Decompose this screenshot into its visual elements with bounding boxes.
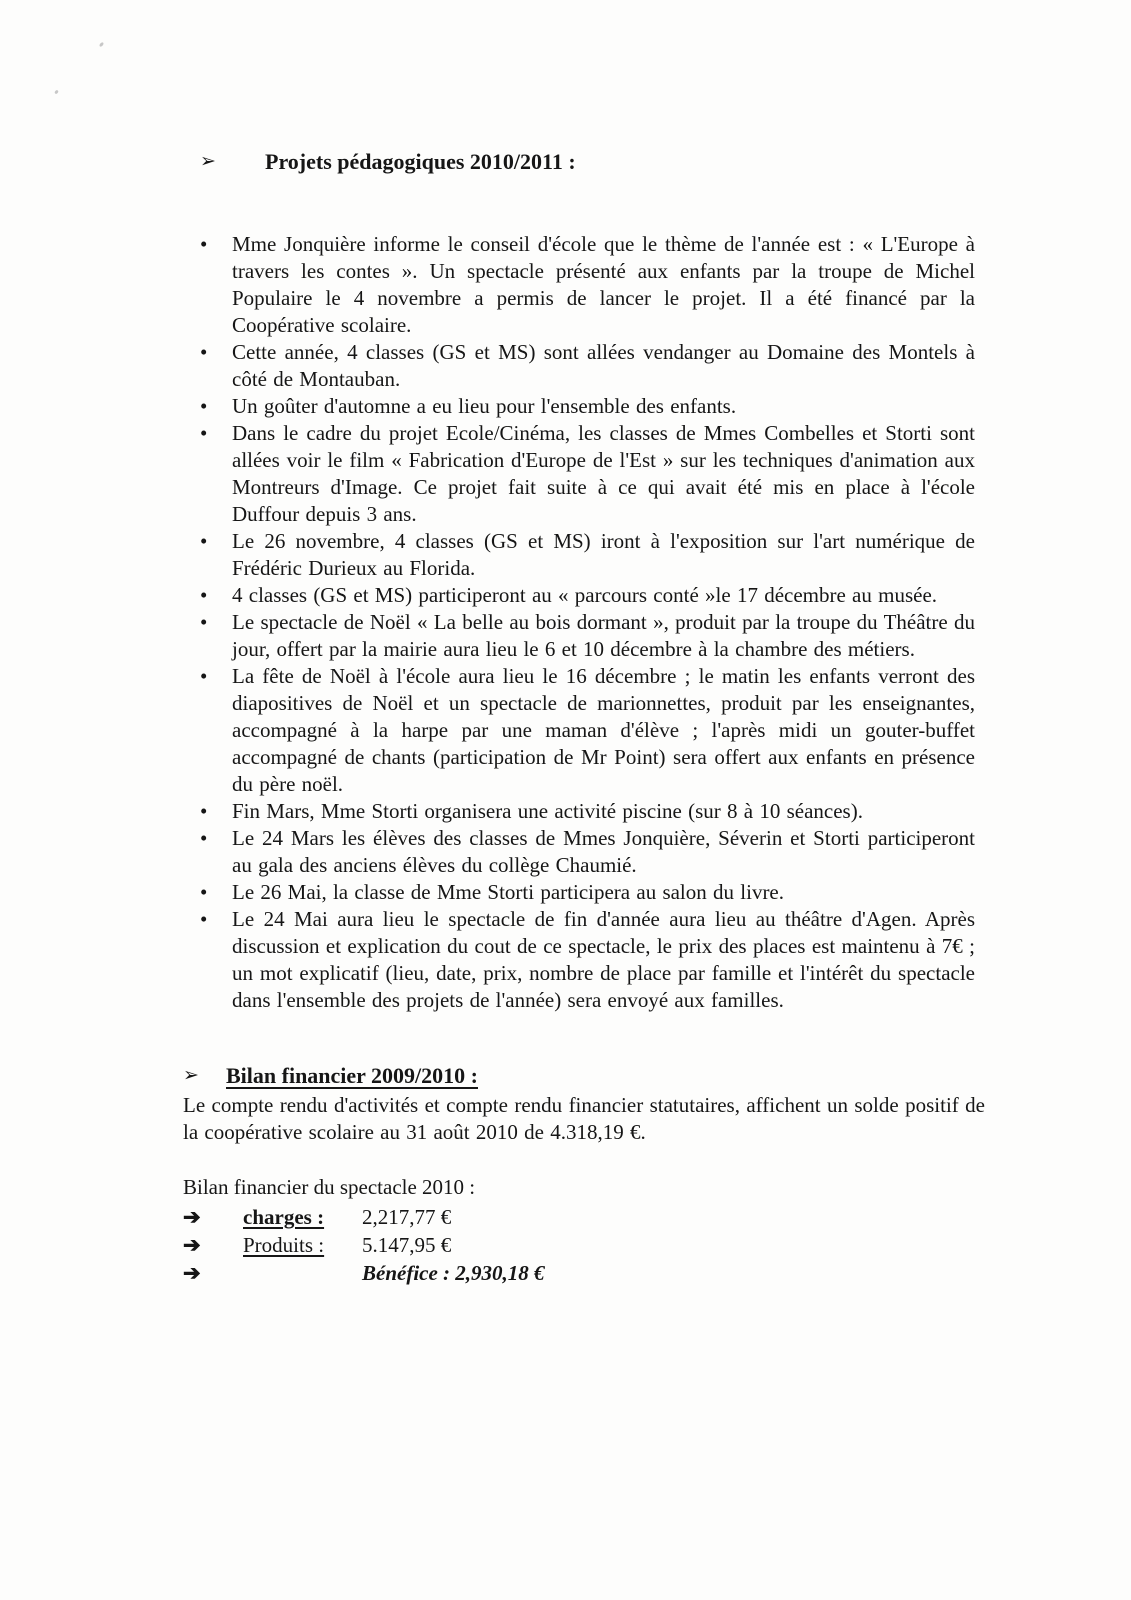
produits-value: 5.147,95 €	[362, 1233, 452, 1257]
bullet-text: La fête de Noël à l'école aura lieu le 16 décembre ; le matin les enfants verront des diapositives de Noël et un spectacle de marionnettes, produit par les enseignantes, accompagné à la harpe par une maman d'élève ; l'après midi un gouter-buffet accompagné de chants (participation de Mr Point) sera offert aux enfants en présence du père noël.	[232, 664, 975, 796]
bullet-icon: •	[200, 232, 208, 256]
list-item	[200, 663, 1131, 798]
bullet-icon: •	[200, 880, 208, 904]
bullet-text: Dans le cadre du projet Ecole/Cinéma, les classes de Mmes Combelles et Storti sont allées voir le film « Fabrication d'Europe de l'Est » sur les techniques d'animation aux Montreurs d'Image. Ce projet fait suite à ce qui avait été mis en place à l'école Duffour depuis 3 ans.	[232, 421, 975, 526]
charges-row	[183, 1203, 1131, 1231]
bullet-text: Le spectacle de Noël « La belle au bois dormant », produit par la troupe du Théâtre du jour, offert par la mairie aura lieu le 6 et 10 décembre à la chambre des métiers.	[232, 610, 975, 661]
bullet-icon: •	[200, 664, 208, 688]
list-item	[200, 528, 1131, 582]
benefice-value: Bénéfice : 2,930,18 €	[362, 1261, 545, 1285]
list-item	[200, 582, 1131, 609]
bullet-icon: •	[200, 826, 208, 850]
bullet-text: Le 26 Mai, la classe de Mme Storti participera au salon du livre.	[232, 880, 785, 904]
scan-speck	[99, 42, 105, 48]
list-item	[200, 339, 1131, 393]
projects-bullet-list	[0, 231, 1131, 1014]
scan-speck	[54, 90, 59, 95]
bullet-text: Fin Mars, Mme Storti organisera une activité piscine (sur 8 à 10 séances).	[232, 799, 863, 823]
bullet-icon: •	[200, 799, 208, 823]
arrowhead-bullet-icon: ➢	[200, 151, 216, 172]
arrow-icon: ➔	[183, 1261, 201, 1285]
list-item	[200, 879, 1131, 906]
bullet-icon: •	[200, 421, 208, 445]
bullet-text: 4 classes (GS et MS) participeront au « parcours conté »le 17 décembre au musée.	[232, 583, 938, 607]
section-heading-bilan	[183, 1062, 1131, 1090]
bullet-icon: •	[200, 907, 208, 931]
bullet-icon: •	[200, 583, 208, 607]
list-item	[200, 798, 1131, 825]
arrow-icon: ➔	[183, 1233, 201, 1257]
projects-section-title: Projets pédagogiques 2010/2011 :	[265, 149, 576, 174]
bilan-paragraph: Le compte rendu d'activités et compte rendu financier statutaires, affichent un solde positif de la coopérative scolaire au 31 août 2010 de 4.318,19 €.	[183, 1093, 985, 1144]
bullet-text: Le 24 Mars les élèves des classes de Mmes Jonquière, Séverin et Storti participeront au gala des anciens élèves du collège Chaumié.	[232, 826, 975, 877]
produits-row	[183, 1231, 1131, 1259]
produits-label: Produits :	[243, 1233, 325, 1257]
bullet-icon: •	[200, 529, 208, 553]
charges-label: charges :	[243, 1205, 325, 1229]
charges-value: 2,217,77 €	[362, 1205, 452, 1229]
bullet-text: Le 26 novembre, 4 classes (GS et MS) iront à l'exposition sur l'art numérique de Frédéric Durieux au Florida.	[232, 529, 975, 580]
bullet-icon: •	[200, 340, 208, 364]
benefice-label	[243, 1259, 362, 1287]
bilan-section-title: Bilan financier 2009/2010 :	[226, 1063, 478, 1088]
bullet-icon: •	[200, 610, 208, 634]
list-item	[200, 906, 1131, 1014]
arrowhead-bullet-icon: ➢	[183, 1065, 199, 1086]
list-item	[200, 420, 1131, 528]
list-item	[200, 609, 1131, 663]
list-item	[200, 393, 1131, 420]
benefice-row	[183, 1259, 1131, 1287]
list-item	[200, 231, 1131, 339]
bullet-text: Mme Jonquière informe le conseil d'école que le thème de l'année est : « L'Europe à travers les contes ». Un spectacle présenté aux enfants par la troupe de Michel Populaire le 4 novembre a permis de lancer le projet. Il a été financé par la Coopérative scolaire.	[232, 232, 975, 337]
bullet-icon: •	[200, 394, 208, 418]
section-heading-projects	[200, 148, 1131, 175]
arrow-icon: ➔	[183, 1205, 201, 1229]
spectacle-bilan-title: Bilan financier du spectacle 2010 :	[183, 1175, 476, 1199]
list-item	[200, 825, 1131, 879]
bullet-text: Cette année, 4 classes (GS et MS) sont allées vendanger au Domaine des Montels à côté de Montauban.	[232, 340, 975, 391]
bullet-text: Un goûter d'automne a eu lieu pour l'ensemble des enfants.	[232, 394, 737, 418]
bullet-text: Le 24 Mai aura lieu le spectacle de fin d'année aura lieu au théâtre d'Agen. Après discussion et explication du cout de ce spectacle, le prix des places est maintenu à 7€ ; un mot explicatif (lieu, date, prix, nombre de place par famille et l'intérêt du spectacle dans l'ensemble des projets de l'année) sera envoyé aux familles.	[232, 907, 975, 1012]
